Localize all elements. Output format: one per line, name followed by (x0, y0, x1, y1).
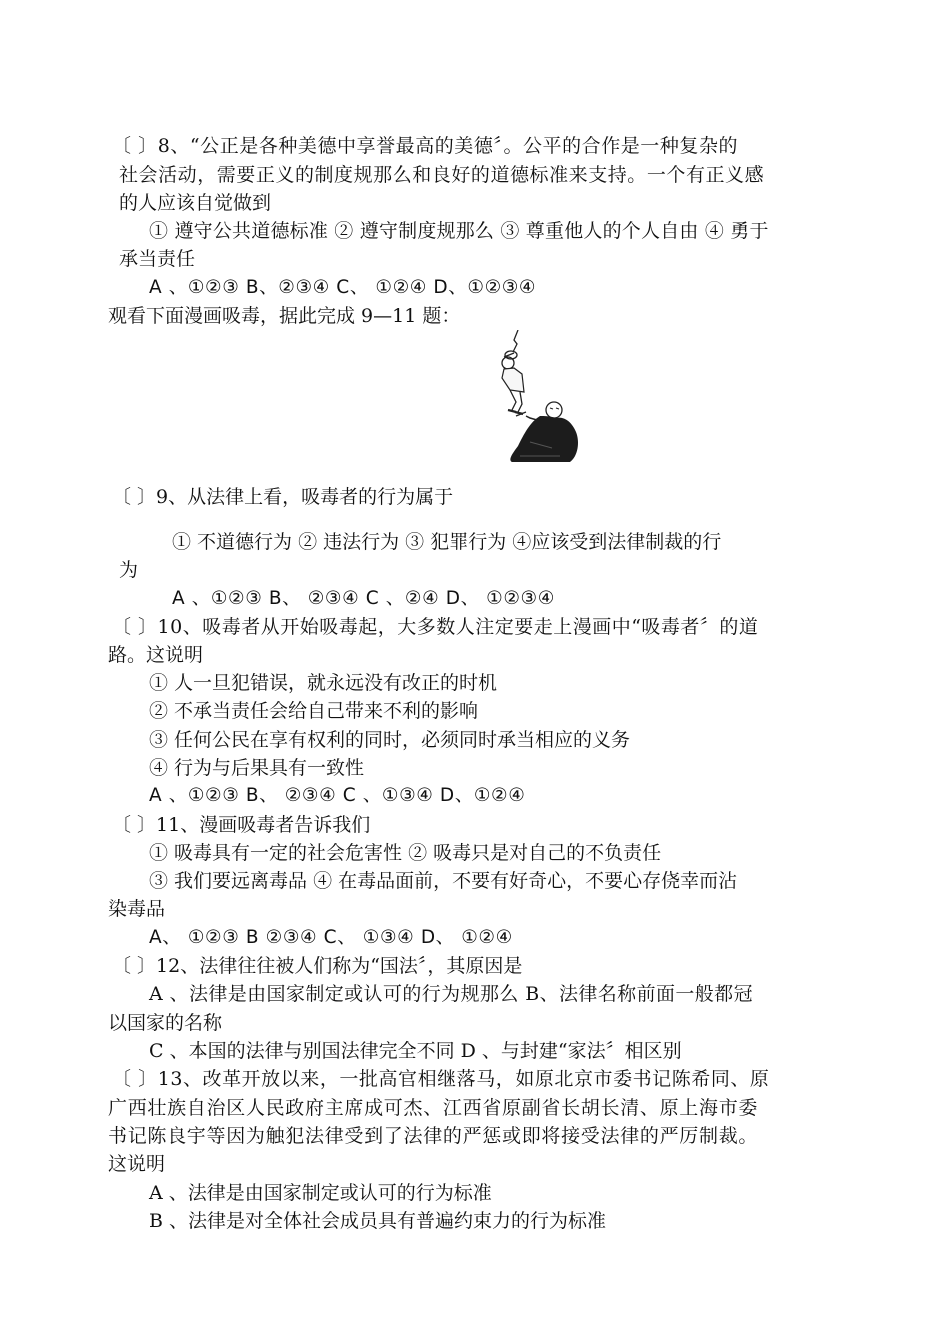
q12-option-a-b: A 、法律是由国家制定或认可的行为规那么 B、法律名称前面一般都冠 (149, 983, 753, 1005)
q13-option-a: A 、法律是由国家制定或认可的行为标准 (149, 1182, 492, 1204)
q9-options: A 、①②③ B、 ②③④ C 、②④ D、 ①②③④ (172, 588, 555, 609)
q10-statement-4: ④ 行为与后果具有一致性 (149, 757, 365, 779)
q10-options: A 、①②③ B、 ②③④ C 、①③④ D、①②④ (149, 785, 526, 806)
q10-line-1: 〔 〕10、吸毒者从开始吸毒起，大多数人注定要走上漫画中“吸毒者〞的道 (112, 616, 759, 638)
q10-statement-2: ② 不承当责任会给自己带来不利的影响 (149, 700, 479, 722)
q8-options: A 、①②③ B、②③④ C、 ①②④ D、①②③④ (149, 277, 537, 298)
q9-stem: 〔 〕9、从法律上看，吸毒者的行为属于 (112, 486, 454, 508)
q13-line-1: 〔 〕13、改革开放以来，一批高官相继落马，如原北京市委书记陈希同、原 (112, 1068, 770, 1090)
q8-line-4: ① 遵守公共道德标准 ② 遵守制度规那么 ③ 尊重他人的个人自由 ④ 勇于 (149, 220, 769, 242)
q13-line-3: 书记陈良宇等因为触犯法律受到了法律的严惩或即将接受法律的严厉制裁。 (108, 1125, 759, 1147)
drug-user-cartoon-icon (490, 330, 586, 464)
section-intro: 观看下面漫画吸毒，据此完成 9—11 题： (108, 305, 461, 327)
q11-statement-3: 染毒品 (108, 898, 166, 920)
q13-line-4: 这说明 (108, 1153, 166, 1175)
q13-line-2: 广西壮族自治区人民政府主席成可杰、江西省原副省长胡长清、原上海市委 (108, 1097, 759, 1119)
q10-statement-1: ① 人一旦犯错误，就永远没有改正的时机 (149, 672, 498, 694)
q10-line-2: 路。这说明 (108, 644, 204, 666)
q13-option-b: B 、法律是对全体社会成员具有普遍约束力的行为标准 (149, 1210, 607, 1232)
q12-stem: 〔 〕12、法律往往被人们称为“国法〞，其原因是 (112, 955, 523, 977)
q11-statement-1: ① 吸毒具有一定的社会危害性 ② 吸毒只是对自己的不负责任 (149, 842, 662, 864)
q11-options: A、 ①②③ B ②③④ C、 ①③④ D、 ①②④ (149, 927, 513, 948)
q12-option-b-cont: 以国家的名称 (108, 1012, 223, 1034)
q10-statement-3: ③ 任何公民在享有权利的同时，必须同时承当相应的义务 (149, 729, 631, 751)
q9-line-2: 为 (119, 559, 139, 581)
q8-line-1: 〔 〕8、“公正是各种美德中享誉最高的美德〞。公平的合作是一种复杂的 (112, 135, 739, 157)
q8-line-3: 的人应该自觉做到 (119, 192, 272, 214)
q12-option-c-d: C 、本国的法律与别国法律完全不同 D 、与封建“家法〞相区别 (149, 1040, 682, 1062)
q11-statement-2: ③ 我们要远离毒品 ④ 在毒品面前，不要有好奇心，不要心存侥幸而沾 (149, 870, 738, 892)
q8-line-5: 承当责任 (119, 248, 196, 270)
q8-line-2: 社会活动，需要正义的制度规那么和良好的道德标准来支持。一个有正义感 (119, 164, 765, 186)
q9-line-1: ① 不道德行为 ② 违法行为 ③ 犯罪行为 ④应该受到法律制裁的行 (172, 531, 722, 553)
q11-stem: 〔 〕11、漫画吸毒者告诉我们 (112, 814, 371, 836)
